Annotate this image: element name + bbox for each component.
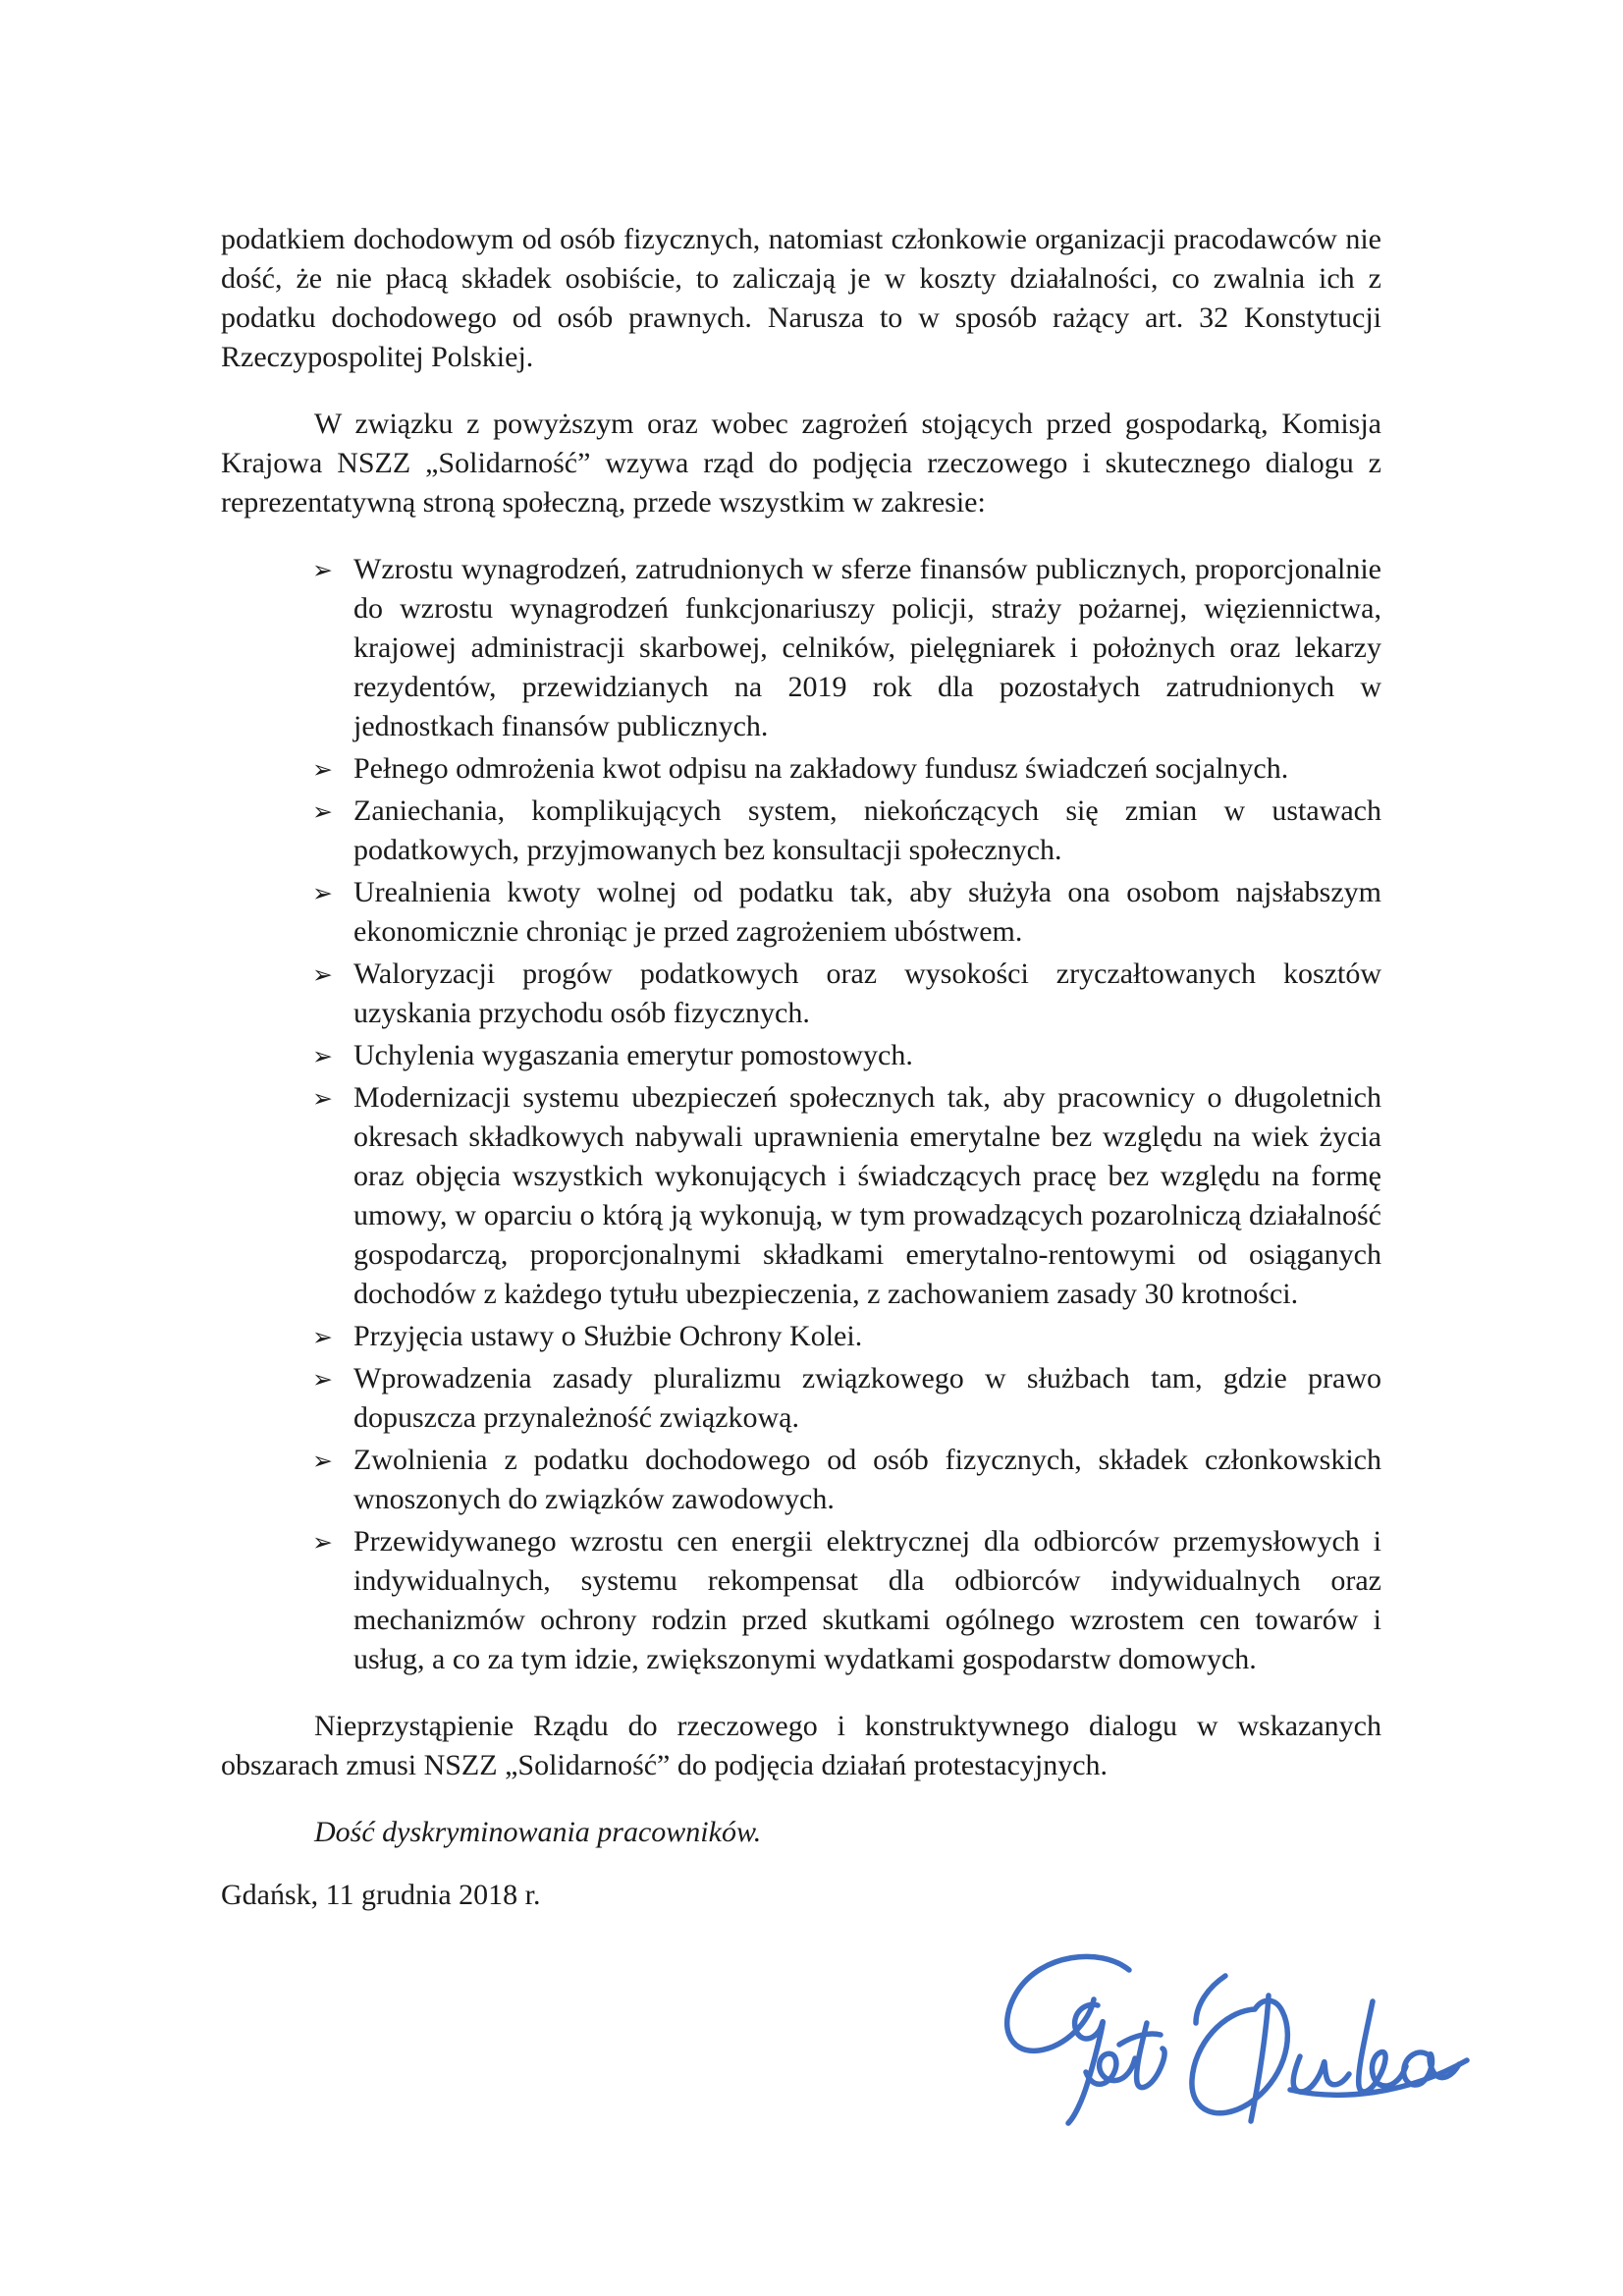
list-item-text: Waloryzacji progów podatkowych oraz wysokości zryczałtowanych kosztów uzyskania przychodu osób fizycznych. — [353, 957, 1381, 1029]
list-item — [221, 550, 1381, 746]
paragraph-opening: podatkiem dochodowym od osób fizycznych, natomiast członkowie organizacji pracodawców nie dość, że nie płacą składek osobiście, to zaliczają je w koszty działalności, co zwalnia ich z podatku dochodowego od osób prawnych. Narusza to w sposób rażący art. 32 Konstytucji Rzeczypospolitej Polskiej. — [221, 223, 1381, 373]
list-item — [221, 749, 1381, 789]
list-item — [221, 1078, 1381, 1314]
list-item-text: Modernizacji systemu ubezpieczeń społecznych tak, aby pracownicy o długoletnich okresach składkowych nabywali uprawnienia emerytalne bez względu na wiek życia oraz objęcia wszystkich wykonujących i świadczących pracę bez względu na formę umowy, w oparciu o którą ją wykonują, w tym prowadzących pozarolniczą działalność gospodarczą, proporcjonalnymi składkami emerytalno-rentowymi od osiąganych dochodów z każdego tytułu ubezpieczenia, z zachowaniem zasady 30 krotności. — [353, 1081, 1381, 1310]
arrow-bullet-icon: ➢ — [312, 1042, 333, 1070]
list-item-text: Wzrostu wynagrodzeń, zatrudnionych w sferze finansów publicznych, proporcjonalnie do wzrostu wynagrodzeń funkcjonariuszy policji, straży pożarnej, więziennictwa, krajowej administracji skarbowej, celników, pielęgniarek i położnych oraz lekarzy rezydentów, przewidzianych na 2019 rok dla pozostałych zatrudnionych w jednostkach finansów publicznych. — [353, 553, 1381, 742]
list-item-text: Pełnego odmrożenia kwot odpisu na zakładowy fundusz świadczeń socjalnych. — [353, 752, 1289, 785]
signature-stroke — [1192, 2000, 1287, 2113]
list-item — [221, 1317, 1381, 1356]
paragraph-closing: Nieprzystąpienie Rządu do rzeczowego i konstruktywnego dialogu w wskazanych obszarach zmusi NSZZ „Solidarność” do podjęcia działań protestacyjnych. — [221, 1710, 1381, 1781]
arrow-bullet-icon: ➢ — [312, 1084, 333, 1113]
handwritten-signature — [984, 1948, 1475, 2204]
motto-line: Dość dyskryminowania pracowników. — [314, 1816, 762, 1848]
signature-stroke — [1007, 1956, 1129, 2050]
arrow-bullet-icon: ➢ — [312, 556, 333, 584]
signature-stroke — [1359, 2001, 1406, 2092]
list-item — [221, 873, 1381, 952]
signature-stroke — [1293, 2056, 1349, 2092]
arrow-bullet-icon: ➢ — [312, 797, 333, 826]
arrow-bullet-icon: ➢ — [312, 1365, 333, 1394]
list-item-text: Zwolnienia z podatku dochodowego od osób fizycznych, składek członkowskich wnoszonych do związków zawodowych. — [353, 1444, 1381, 1515]
list-item-text: Uchylenia wygaszania emerytur pomostowych. — [353, 1039, 913, 1071]
arrow-bullet-icon: ➢ — [312, 1323, 333, 1351]
arrow-bullet-icon: ➢ — [312, 755, 333, 784]
list-item-text: Wprowadzenia zasady pluralizmu związkowego w służbach tam, gdzie prawo dopuszcza przynależność związkową. — [353, 1362, 1381, 1434]
list-item-text: Urealnienia kwoty wolnej od podatku tak, aby służyła ona osobom najsłabszym ekonomicznie chroniąc je przed zagrożeniem ubóstwem. — [353, 876, 1381, 948]
list-item — [221, 1441, 1381, 1519]
arrow-bullet-icon: ➢ — [312, 879, 333, 907]
list-item — [221, 792, 1381, 870]
list-item — [221, 1359, 1381, 1438]
list-item — [221, 1036, 1381, 1075]
arrow-bullet-icon: ➢ — [312, 960, 333, 989]
paragraph-intro: W związku z powyższym oraz wobec zagrożeń stojących przed gospodarką, Komisja Krajowa NSZZ „Solidarność” wzywa rząd do podjęcia rzeczowego i skutecznego dialogu z reprezentatywną stroną społeczną, przede wszystkim w zakresie: — [221, 408, 1381, 519]
signature-stroke — [1196, 1976, 1225, 2023]
arrow-bullet-icon: ➢ — [312, 1447, 333, 1475]
demands-list — [221, 550, 1381, 1679]
arrow-bullet-icon: ➢ — [312, 1528, 333, 1557]
list-item-text: Przyjęcia ustawy o Służbie Ochrony Kolei. — [353, 1320, 863, 1352]
list-item-text: Przewidywanego wzrostu cen energii elektrycznej dla odbiorców przemysłowych i indywidualnych, systemu rekompensat dla odbiorców indywidualnych oraz mechanizmów ochrony rodzin przed skutkami ogólnego wzrostem cen towarów i usług, a co za tym idzie, zwiększonymi wydatkami gospodarstw domowych. — [353, 1525, 1381, 1675]
list-item-text: Zaniechania, komplikujących system, niekończących się zmian w ustawach podatkowych, przyjmowanych bez konsultacji społecznych. — [353, 794, 1381, 866]
list-item — [221, 955, 1381, 1033]
list-item — [221, 1522, 1381, 1679]
signature-stroke — [1251, 1995, 1269, 2121]
place-date-line: Gdańsk, 11 grudnia 2018 r. — [221, 1879, 541, 1911]
